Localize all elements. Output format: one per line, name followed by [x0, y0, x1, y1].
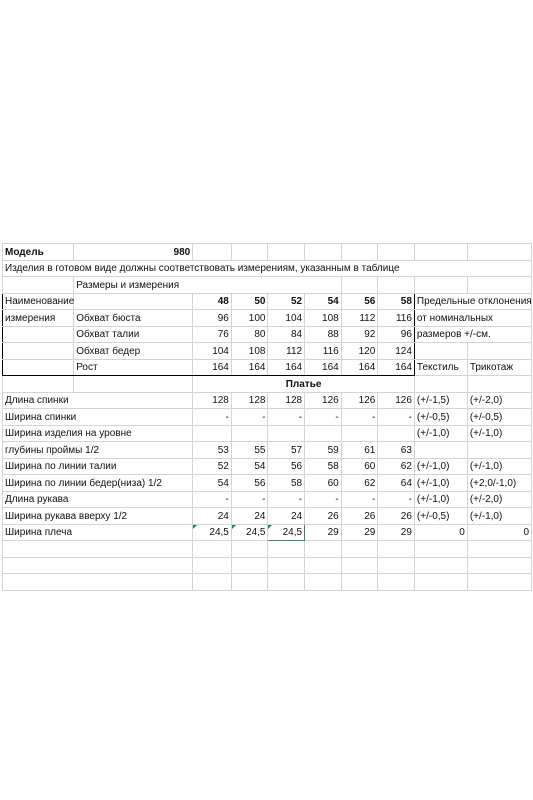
measure-value: 116	[305, 343, 342, 360]
size-56: 56	[341, 293, 378, 310]
size-48: 48	[193, 293, 232, 310]
measure-value: 59	[305, 442, 342, 459]
garment-measure-row	[3, 508, 532, 525]
measure-value: 80	[231, 326, 268, 343]
garment-measure-row	[3, 524, 532, 541]
measure-value: 62	[341, 475, 378, 492]
measure-value: 96	[378, 326, 415, 343]
model-number: 980	[74, 244, 193, 261]
measure-value: 29	[341, 524, 378, 541]
garment-measure-row	[3, 409, 532, 426]
measure-value: 108	[305, 310, 342, 327]
measure-value	[378, 425, 415, 442]
measure-value: 124	[378, 343, 415, 360]
measure-value: 24,5	[193, 524, 232, 541]
measure-value	[193, 425, 232, 442]
tolerance-textile: (+/-0,5)	[414, 409, 467, 426]
measure-value: 61	[341, 442, 378, 459]
measure-value: 56	[231, 475, 268, 492]
measure-value: 55	[231, 442, 268, 459]
garment-measure-label: Ширина изделия на уровне	[3, 425, 193, 442]
garment-measure-row	[3, 458, 532, 475]
deviation-header-1: Предельные отклонения	[414, 293, 531, 310]
measure-value: -	[268, 491, 305, 508]
measure-value: 128	[231, 392, 268, 409]
empty-row	[3, 557, 532, 574]
measure-value: 26	[378, 508, 415, 525]
measure-value: 92	[341, 326, 378, 343]
name-col-line1: Наименование	[3, 293, 74, 310]
measure-value: 128	[268, 392, 305, 409]
measure-value: 54	[231, 458, 268, 475]
sizes-title: Размеры и измерения	[74, 277, 342, 294]
measure-value: 24	[193, 508, 232, 525]
measure-value: 104	[268, 310, 305, 327]
measure-value: 126	[378, 392, 415, 409]
tolerance-knit: (+/-0,5)	[467, 409, 531, 426]
sizes-title-row	[3, 277, 532, 294]
tolerance-textile: (+/-1,0)	[414, 458, 467, 475]
measure-value: 58	[305, 458, 342, 475]
measure-value: -	[341, 491, 378, 508]
measure-value: 88	[305, 326, 342, 343]
measure-value: 164	[378, 359, 415, 376]
measure-value: 164	[193, 359, 232, 376]
measure-value: 164	[268, 359, 305, 376]
measure-value: 164	[341, 359, 378, 376]
tolerance-knit: (+/-1,0)	[467, 458, 531, 475]
garment-measure-label: глубины проймы 1/2	[3, 442, 193, 459]
measure-value: -	[193, 491, 232, 508]
measure-value: 52	[193, 458, 232, 475]
body-measure-label: Обхват бюста	[74, 310, 193, 327]
model-label: Модель	[3, 244, 74, 261]
empty-row	[3, 574, 532, 591]
garment-measure-row	[3, 491, 532, 508]
size-52: 52	[268, 293, 305, 310]
measure-value: 63	[378, 442, 415, 459]
empty-row	[3, 541, 532, 558]
garment-measure-label: Длина рукава	[3, 491, 193, 508]
size-chart-table	[2, 243, 532, 591]
measure-value: -	[231, 409, 268, 426]
measure-value: 96	[193, 310, 232, 327]
measure-value: -	[305, 491, 342, 508]
fabric-knit: Трикотаж	[467, 359, 531, 376]
tolerance-knit: (+/-1,0)	[467, 425, 531, 442]
measure-value: -	[378, 409, 415, 426]
tolerance-textile: (+/-1,5)	[414, 392, 467, 409]
measure-value: 24	[231, 508, 268, 525]
measure-value: 24	[268, 508, 305, 525]
deviation-header-3: размеров +/-см.	[414, 326, 531, 343]
measure-value: 64	[378, 475, 415, 492]
measure-value: -	[193, 409, 232, 426]
measure-value	[305, 425, 342, 442]
measure-value: 26	[341, 508, 378, 525]
garment-measure-label: Ширина плеча	[3, 524, 193, 541]
measure-value: 76	[193, 326, 232, 343]
measure-value: -	[305, 409, 342, 426]
measure-value	[341, 425, 378, 442]
measure-value	[231, 425, 268, 442]
measure-value: 26	[305, 508, 342, 525]
measure-value: 164	[231, 359, 268, 376]
measure-value: 112	[268, 343, 305, 360]
measure-value: 53	[193, 442, 232, 459]
garment-measure-row	[3, 425, 532, 442]
measure-value: 54	[193, 475, 232, 492]
section-title-row	[3, 376, 532, 393]
tolerance-knit	[467, 442, 531, 459]
measure-value: 29	[305, 524, 342, 541]
measure-value: 29	[378, 524, 415, 541]
measure-value: 104	[193, 343, 232, 360]
body-measure-row	[3, 359, 532, 376]
measure-value: 56	[268, 458, 305, 475]
garment-measure-row	[3, 442, 532, 459]
tolerance-knit: 0	[467, 524, 531, 541]
tolerance-textile: (+/-1,0)	[414, 491, 467, 508]
deviation-header-2: от номинальных	[414, 310, 531, 327]
measure-value: 116	[378, 310, 415, 327]
measure-value: 120	[341, 343, 378, 360]
measure-value: 58	[268, 475, 305, 492]
name-col-line2: измерения	[3, 310, 74, 327]
garment-measure-label: Ширина рукава вверху 1/2	[3, 508, 193, 525]
measure-value: 108	[231, 343, 268, 360]
garment-measure-label: Ширина спинки	[3, 409, 193, 426]
garment-measure-label: Длина спинки	[3, 392, 193, 409]
garment-measure-label: Ширина по линии бедер(низа) 1/2	[3, 475, 193, 492]
garment-measure-row	[3, 392, 532, 409]
size-header-row	[3, 293, 532, 310]
model-row	[3, 244, 532, 261]
fabric-textile: Текстиль	[414, 359, 467, 376]
tolerance-textile: (+/-0,5)	[414, 508, 467, 525]
note-row	[3, 260, 532, 277]
measure-value: 24,5	[231, 524, 268, 541]
measure-value: 57	[268, 442, 305, 459]
measure-value: 164	[305, 359, 342, 376]
body-measure-row	[3, 326, 532, 343]
tolerance-textile: 0	[414, 524, 467, 541]
body-measure-label: Рост	[74, 359, 193, 376]
tolerance-textile: (+/-1,0)	[414, 425, 467, 442]
measure-value: 128	[193, 392, 232, 409]
measure-value: 60	[305, 475, 342, 492]
measure-value: 112	[341, 310, 378, 327]
measure-value: 126	[341, 392, 378, 409]
measure-value	[268, 425, 305, 442]
tolerance-textile: (+/-1,0)	[414, 475, 467, 492]
section-title: Платье	[193, 376, 415, 393]
measure-value: 84	[268, 326, 305, 343]
measure-value: -	[268, 409, 305, 426]
size-50: 50	[231, 293, 268, 310]
body-measure-label: Обхват талии	[74, 326, 193, 343]
garment-measure-row	[3, 475, 532, 492]
note-text: Изделия в готовом виде должны соответствовать измерениям, указанным в таблице	[3, 260, 532, 277]
measure-value: 62	[378, 458, 415, 475]
tolerance-knit: (+/-2,0)	[467, 392, 531, 409]
body-measure-row	[3, 310, 532, 327]
tolerance-knit: (+/-2,0)	[467, 491, 531, 508]
measure-value: -	[341, 409, 378, 426]
tolerance-knit: (+/-1,0)	[467, 508, 531, 525]
measure-value: 24,5	[268, 524, 305, 541]
measure-value: 100	[231, 310, 268, 327]
size-58: 58	[378, 293, 415, 310]
garment-measure-label: Ширина по линии талии	[3, 458, 193, 475]
measure-value: -	[378, 491, 415, 508]
size-54: 54	[305, 293, 342, 310]
measure-value: 126	[305, 392, 342, 409]
tolerance-textile	[414, 442, 467, 459]
body-measure-label: Обхват бедер	[74, 343, 193, 360]
tolerance-knit: (+2,0/-1,0)	[467, 475, 531, 492]
measure-value: 60	[341, 458, 378, 475]
measure-value: -	[231, 491, 268, 508]
body-measure-row	[3, 343, 532, 360]
spreadsheet	[2, 243, 532, 591]
